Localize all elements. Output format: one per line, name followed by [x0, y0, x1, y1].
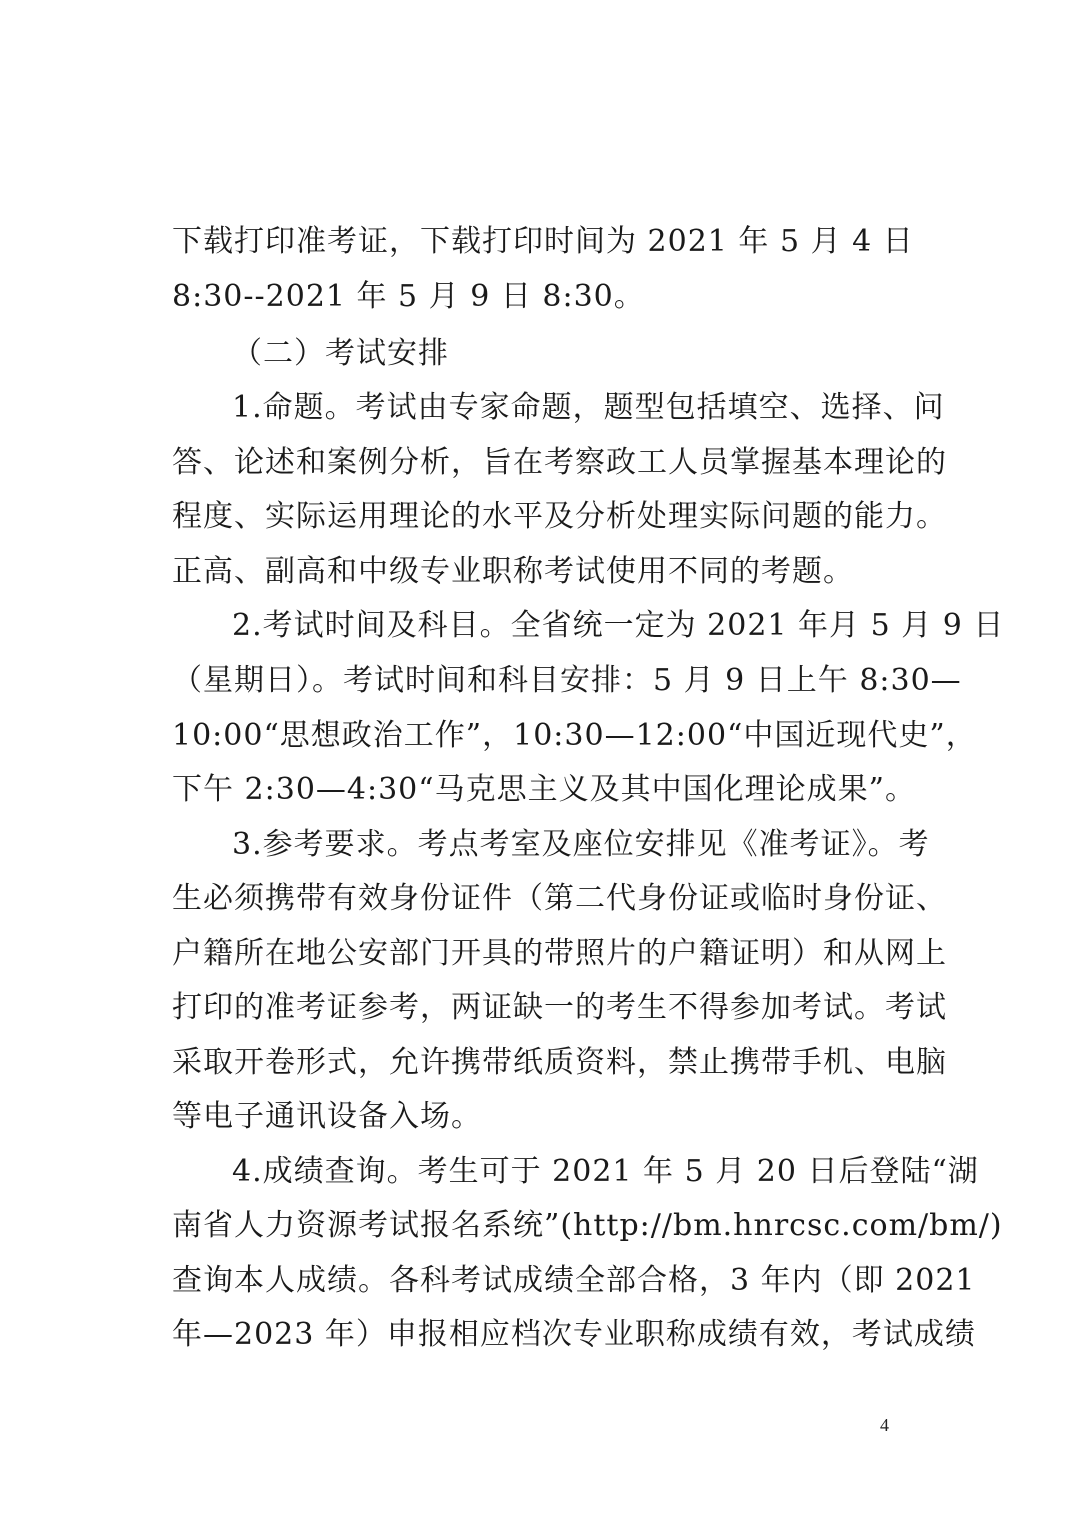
paragraph-first-line: 4.成绩查询。考生可于 2021 年 5 月 20 日后登陆“湖 — [232, 1154, 979, 1189]
text-line: 等电子通讯设备入场。 — [172, 1099, 482, 1134]
text-line: 生必须携带有效身份证件（第二代身份证或临时身份证、 — [172, 881, 947, 916]
text-line: 采取开卷形式，允许携带纸质资料，禁止携带手机、电脑 — [172, 1045, 947, 1080]
text-line: 打印的准考证参考，两证缺一的考生不得参加考试。考试 — [172, 990, 947, 1025]
text-line: 10:00“思想政治工作”，10:30—12:00“中国近现代史”， — [172, 718, 977, 753]
paragraph-first-line: 3.参考要求。考点考室及座位安排见《准考证》。考 — [232, 827, 930, 862]
text-line: 南省人力资源考试报名系统”(http://bm.hnrcsc.com/bm/) — [172, 1208, 1003, 1243]
text-line: （星期日）。考试时间和科目安排：5 月 9 日上午 8:30— — [172, 663, 962, 698]
text-line: 查询本人成绩。各科考试成绩全部合格，3 年内（即 2021 — [172, 1263, 976, 1298]
text-line: 年—2023 年）申报相应档次专业职称成绩有效，考试成绩 — [172, 1317, 976, 1352]
page-number: 4 — [880, 1415, 889, 1435]
text-line: 答、论述和案例分析，旨在考察政工人员掌握基本理论的 — [172, 445, 947, 480]
paragraph-first-line: 1.命题。考试由专家命题，题型包括填空、选择、问 — [232, 390, 945, 425]
paragraph-first-line: 2.考试时间及科目。全省统一定为 2021 年月 5 月 9 日 — [232, 608, 1005, 643]
text-line: 下载打印准考证，下载打印时间为 2021 年 5 月 4 日 — [172, 224, 914, 259]
section-heading: （二）考试安排 — [232, 336, 449, 371]
text-line: 8:30--2021 年 5 月 9 日 8:30。 — [172, 279, 645, 314]
text-line: 正高、副高和中级专业职称考试使用不同的考题。 — [172, 554, 854, 589]
text-line: 程度、实际运用理论的水平及分析处理实际问题的能力。 — [172, 499, 947, 534]
text-line: 户籍所在地公安部门开具的带照片的户籍证明）和从网上 — [172, 936, 947, 971]
text-line: 下午 2:30—4:30“马克思主义及其中国化理论成果”。 — [172, 772, 916, 807]
